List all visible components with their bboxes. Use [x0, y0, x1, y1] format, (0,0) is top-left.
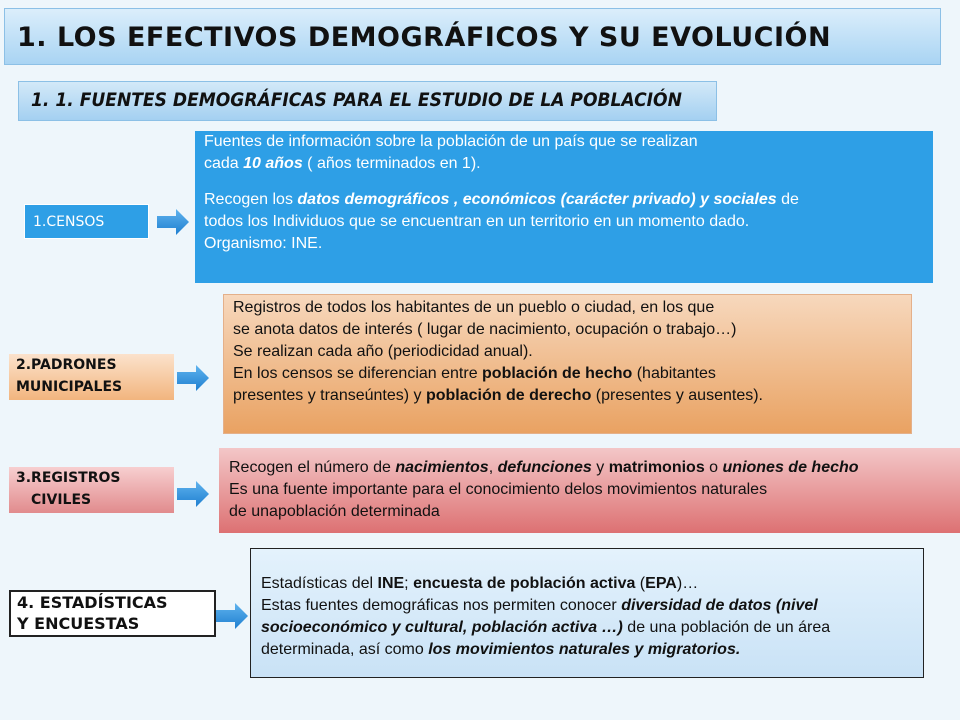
padrones-arrow-icon	[177, 365, 209, 391]
estadisticas-line-4: determinada, así como los movimientos naturales y migratorios.	[261, 641, 741, 658]
censos-line-3: Recogen los datos demográficos , económicos (carácter privado) y sociales de	[204, 191, 799, 208]
padrones-line-5: presentes y transeúntes) y población de derecho (presentes y ausentes).	[233, 387, 763, 404]
estadisticas-label-line-2: Y ENCUESTAS	[17, 614, 140, 633]
encuesta-poblacion-activa: encuesta de población activa	[413, 575, 636, 592]
title-bar	[4, 8, 941, 65]
section-subtitle: 1. 1. FUENTES DEMOGRÁFICAS PARA EL ESTUDIO DE LA POBLACIÓN	[31, 89, 682, 111]
page-title: 1. LOS EFECTIVOS DEMOGRÁFICOS Y SU EVOLUCIÓN	[17, 22, 832, 53]
poblacion-de-derecho: población de derecho	[425, 387, 592, 404]
censos-arrow-icon	[157, 209, 189, 235]
epa: EPA	[645, 575, 677, 592]
censos-line-1: Fuentes de información sobre la población de un país que se realizan	[204, 133, 698, 150]
censos-label-text: 1.CENSOS	[33, 214, 105, 230]
padrones-box	[223, 294, 912, 434]
ine: INE	[377, 575, 405, 592]
estadisticas-label-line-1: 4. ESTADÍSTICAS	[17, 593, 168, 612]
registros-label-line-1: 3.REGISTROS	[16, 470, 121, 486]
estadisticas-line-2: Estas fuentes demográficas nos permiten conocer diversidad de datos (nivel	[261, 597, 818, 614]
registros-box	[219, 448, 960, 533]
censos-line-5: Organismo: INE.	[204, 235, 323, 252]
padrones-line-3: Se realizan cada año (periodicidad anual).	[233, 343, 533, 360]
estadisticas-box	[250, 548, 924, 678]
censos-line-4: todos los Individuos que se encuentran en un territorio en un momento dado.	[204, 213, 750, 230]
registros-line-3: de unapoblación determinada	[229, 503, 440, 520]
registros-label-line-2: CIVILES	[31, 492, 92, 508]
censos-data-types: datos demográficos , económicos (carácter privado) y sociales	[297, 191, 777, 208]
registros-label	[9, 467, 174, 513]
estadisticas-line-1: Estadísticas del INE; encuesta de población activa (EPA)…	[261, 575, 699, 592]
estadisticas-line-3: socioeconómico y cultural, población activa …) de una población de un área	[261, 619, 831, 636]
padrones-label	[9, 354, 174, 400]
padrones-label-line-2: MUNICIPALES	[16, 379, 123, 395]
padrones-line-2: se anota datos de interés ( lugar de nacimiento, ocupación o trabajo…)	[233, 321, 737, 338]
poblacion-de-hecho: población de hecho	[482, 365, 633, 382]
censos-line-2: cada 10 años ( años terminados en 1).	[204, 155, 481, 172]
registros-line-1: Recogen el número de nacimientos, defunciones y matrimonios o uniones de hecho	[229, 459, 859, 476]
padrones-label-line-1: 2.PADRONES	[16, 357, 117, 373]
padrones-line-4: En los censos se diferencian entre población de hecho (habitantes	[233, 365, 716, 382]
censos-box	[195, 131, 933, 283]
padrones-line-1: Registros de todos los habitantes de un pueblo o ciudad, en los que	[233, 299, 715, 316]
registros-arrow-icon	[177, 481, 209, 507]
estadisticas-arrow-icon	[216, 603, 248, 629]
censos-frequency: 10 años	[243, 155, 303, 172]
censos-label	[24, 204, 149, 239]
registros-line-2: Es una fuente importante para el conocimiento delos movimientos naturales	[229, 481, 768, 498]
estadisticas-label	[9, 590, 216, 637]
subtitle-bar	[18, 81, 717, 121]
